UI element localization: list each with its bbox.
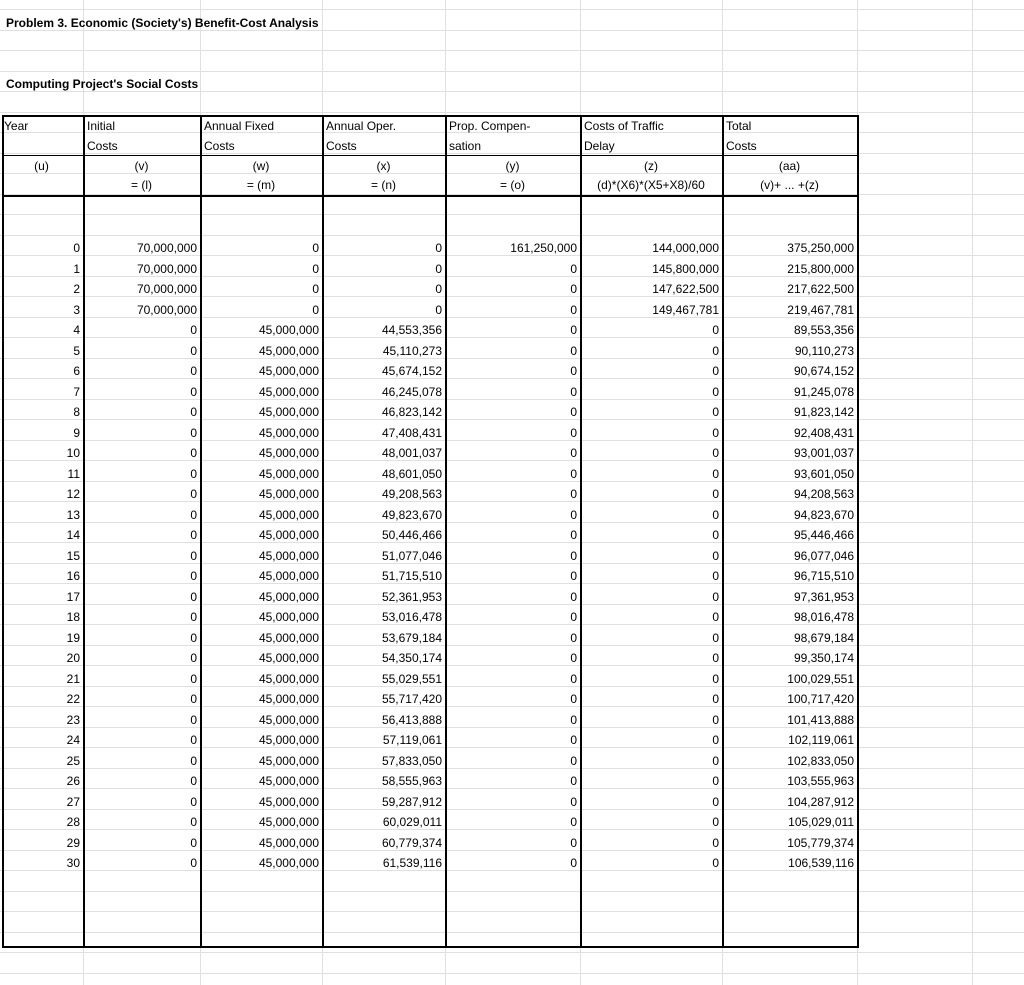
table-cell: 215,800,000: [787, 261, 854, 276]
year-cell: 6: [73, 364, 80, 378]
column-header-label: Delay: [584, 139, 615, 153]
table-cell: 57,119,061: [382, 733, 442, 747]
year-cell: 9: [73, 425, 80, 440]
table-cell: 0: [435, 241, 442, 255]
table-cell: 0: [190, 630, 197, 645]
year-cell: 4: [73, 323, 80, 337]
column-formula: = (l): [131, 178, 152, 192]
table-cell: 103,555,963: [787, 774, 854, 788]
table-cell: 60,779,374: [381, 835, 442, 850]
year-cell: 16: [66, 569, 80, 583]
table-cell: 0: [190, 794, 197, 809]
table-cell: 44,553,356: [381, 323, 442, 337]
table-cell: 0: [712, 753, 719, 768]
table-cell: 0: [712, 733, 719, 747]
table-cell: 0: [712, 466, 719, 481]
table-cell: 0: [570, 302, 577, 317]
table-cell: 0: [712, 651, 719, 665]
table-cell: 45,000,000: [258, 651, 319, 665]
table-cell: 0: [190, 569, 197, 583]
column-code: (x): [376, 159, 391, 173]
column-header-label: Costs: [87, 139, 118, 153]
table-cell: 104,287,912: [787, 794, 854, 809]
table-cell: 100,029,551: [787, 671, 854, 686]
table-cell: 45,674,152: [381, 364, 442, 378]
year-cell: 7: [73, 384, 80, 399]
table-cell: 0: [570, 261, 577, 276]
table-cell: 45,000,000: [258, 384, 319, 399]
table-cell: 0: [570, 712, 577, 727]
table-cell: 55,717,420: [381, 692, 442, 706]
table-cell: 51,077,046: [381, 548, 442, 563]
year-cell: 5: [73, 343, 80, 358]
header-bottom-border: [2, 195, 858, 197]
table-cell: 97,361,953: [793, 589, 854, 604]
table-cell: 0: [570, 384, 577, 399]
table-cell: 96,077,046: [793, 548, 854, 563]
table-cell: 0: [712, 856, 719, 870]
table-cell: 48,001,037: [381, 446, 442, 460]
table-cell: 45,000,000: [258, 446, 319, 460]
table-cell: 45,110,273: [382, 343, 442, 358]
table-cell: 45,000,000: [258, 610, 319, 624]
column-formula: (d)*(X6)*(X5+X8)/60: [597, 178, 705, 192]
table-cell: 51,715,510: [381, 569, 442, 583]
year-cell: 15: [66, 548, 80, 563]
year-cell: 12: [66, 487, 80, 501]
table-cell: 0: [570, 630, 577, 645]
table-cell: 0: [712, 794, 719, 809]
table-cell: 45,000,000: [258, 794, 319, 809]
table-cell: 0: [712, 343, 719, 358]
table-cell: 45,000,000: [258, 569, 319, 583]
table-cell: 0: [570, 323, 577, 337]
table-cell: 45,000,000: [258, 466, 319, 481]
table-cell: 52,361,953: [381, 589, 442, 604]
table-cell: 45,000,000: [258, 405, 319, 419]
table-cell: 0: [190, 671, 197, 686]
table-cell: 98,679,184: [793, 630, 854, 645]
column-formula: (v)+ ... +(z): [760, 178, 819, 192]
column-header-label: Initial: [87, 119, 116, 133]
table-cell: 0: [190, 589, 197, 604]
table-cell: 60,029,011: [382, 815, 442, 829]
table-cell: 45,000,000: [258, 712, 319, 727]
table-cell: 101,413,888: [787, 712, 854, 727]
year-cell: 0: [73, 241, 80, 255]
table-cell: 0: [190, 507, 197, 522]
column-header-label: Year: [4, 119, 29, 133]
year-cell: 28: [66, 815, 80, 829]
table-cell: 45,000,000: [258, 671, 319, 686]
table-cell: 54,350,174: [381, 651, 442, 665]
table-cell: 161,250,000: [510, 241, 577, 255]
year-cell: 22: [66, 692, 80, 706]
table-cell: 0: [712, 630, 719, 645]
table-cell: 94,823,670: [793, 507, 854, 522]
table-cell: 45,000,000: [258, 856, 319, 870]
table-cell: 0: [570, 569, 577, 583]
table-cell: 0: [435, 261, 442, 276]
table-cell: 55,029,551: [381, 671, 442, 686]
table-cell: 46,823,142: [381, 405, 442, 419]
table-cell: 0: [712, 815, 719, 829]
table-cell: 0: [190, 856, 197, 870]
table-cell: 0: [190, 343, 197, 358]
table-cell: 0: [712, 671, 719, 686]
table-cell: 217,622,500: [787, 282, 854, 296]
table-cell: 0: [570, 692, 577, 706]
table-cell: 45,000,000: [258, 343, 319, 358]
table-cell: 45,000,000: [258, 364, 319, 378]
table-cell: 0: [190, 323, 197, 337]
table-cell: 0: [570, 815, 577, 829]
table-cell: 0: [570, 589, 577, 604]
table-cell: 0: [570, 753, 577, 768]
table-cell: 70,000,000: [136, 302, 197, 317]
table-cell: 0: [712, 569, 719, 583]
table-cell: 0: [712, 610, 719, 624]
table-cell: 0: [712, 692, 719, 706]
table-cell: 0: [312, 282, 319, 296]
year-cell: 2: [73, 282, 80, 296]
table-cell: 70,000,000: [136, 241, 197, 255]
table-cell: 70,000,000: [136, 282, 197, 296]
table-cell: 100,717,420: [787, 692, 854, 706]
table-cell: 45,000,000: [258, 487, 319, 501]
year-cell: 17: [66, 589, 80, 604]
table-cell: 106,539,116: [788, 856, 854, 870]
table-cell: 147,622,500: [652, 282, 719, 296]
table-cell: 90,674,152: [793, 364, 854, 378]
table-cell: 0: [190, 425, 197, 440]
table-cell: 0: [712, 323, 719, 337]
table-bottom-border: [2, 946, 858, 948]
table-cell: 0: [190, 835, 197, 850]
table-cell: 0: [190, 712, 197, 727]
column-header-label: Costs: [326, 139, 357, 153]
column-header-label: Annual Oper.: [326, 119, 397, 133]
column-header-label: Costs: [726, 139, 757, 153]
table-cell: 45,000,000: [258, 815, 319, 829]
table-cell: 99,350,174: [793, 651, 854, 665]
table-cell: 0: [570, 528, 577, 542]
table-cell: 0: [190, 528, 197, 542]
year-cell: 13: [66, 507, 80, 522]
table-cell: 93,601,050: [793, 466, 854, 481]
table-cell: 95,446,466: [793, 528, 854, 542]
table-cell: 0: [570, 466, 577, 481]
table-cell: 145,800,000: [652, 261, 719, 276]
table-cell: 89,553,356: [793, 323, 854, 337]
table-cell: 0: [712, 384, 719, 399]
table-cell: 45,000,000: [258, 753, 319, 768]
column-code: (w): [252, 159, 270, 173]
table-cell: 93,001,037: [793, 446, 854, 460]
table-cell: 0: [190, 733, 197, 747]
table-cell: 45,000,000: [258, 425, 319, 440]
table-cell: 48,601,050: [381, 466, 442, 481]
table-cell: 0: [712, 364, 719, 378]
year-cell: 30: [66, 856, 80, 870]
column-formula: = (m): [246, 178, 276, 192]
year-cell: 27: [66, 794, 80, 809]
table-cell: 45,000,000: [258, 630, 319, 645]
section-title: Computing Project's Social Costs: [6, 77, 199, 91]
year-cell: 23: [66, 712, 80, 727]
table-cell: 0: [190, 487, 197, 501]
table-cell: 0: [712, 548, 719, 563]
year-cell: 11: [67, 466, 80, 481]
year-cell: 29: [66, 835, 80, 850]
table-cell: 0: [570, 856, 577, 870]
table-cell: 0: [190, 466, 197, 481]
table-cell: 59,287,912: [381, 794, 442, 809]
table-cell: 45,000,000: [258, 733, 319, 747]
year-cell: 26: [66, 774, 80, 788]
column-border: [857, 115, 859, 948]
table-cell: 61,539,116: [382, 856, 442, 870]
table-cell: 0: [712, 405, 719, 419]
table-cell: 0: [570, 610, 577, 624]
year-cell: 1: [73, 261, 80, 276]
table-cell: 0: [712, 528, 719, 542]
year-cell: 14: [66, 528, 80, 542]
year-cell: 20: [66, 651, 80, 665]
table-cell: 91,823,142: [793, 405, 854, 419]
table-cell: 0: [570, 651, 577, 665]
table-cell: 0: [190, 364, 197, 378]
column-formula: = (o): [499, 178, 525, 192]
table-cell: 0: [570, 405, 577, 419]
table-cell: 0: [712, 712, 719, 727]
table-cell: 0: [312, 261, 319, 276]
table-cell: 47,408,431: [381, 425, 442, 440]
table-cell: 0: [190, 548, 197, 563]
table-cell: 0: [570, 794, 577, 809]
column-header-label: Costs of Traffic: [584, 119, 664, 133]
table-cell: 0: [712, 507, 719, 522]
year-cell: 25: [66, 753, 80, 768]
table-cell: 45,000,000: [258, 835, 319, 850]
table-cell: 56,413,888: [381, 712, 442, 727]
table-cell: 0: [570, 733, 577, 747]
column-code: (v): [134, 159, 149, 173]
table-cell: 0: [190, 815, 197, 829]
table-cell: 0: [190, 446, 197, 460]
table-cell: 102,119,061: [788, 733, 854, 747]
table-cell: 53,679,184: [381, 630, 442, 645]
table-cell: 50,446,466: [381, 528, 442, 542]
column-header-label: sation: [449, 139, 482, 153]
table-cell: 45,000,000: [258, 528, 319, 542]
table-cell: 0: [190, 692, 197, 706]
table-cell: 92,408,431: [793, 425, 854, 440]
table-cell: 0: [570, 507, 577, 522]
table-cell: 98,016,478: [793, 610, 854, 624]
table-cell: 0: [435, 302, 442, 317]
table-cell: 0: [570, 364, 577, 378]
table-cell: 0: [190, 405, 197, 419]
year-cell: 18: [66, 610, 80, 624]
table-cell: 0: [570, 835, 577, 850]
table-cell: 0: [712, 487, 719, 501]
table-cell: 0: [712, 446, 719, 460]
table-cell: 0: [570, 446, 577, 460]
column-code: (aa): [778, 159, 801, 173]
table-cell: 49,823,670: [381, 507, 442, 522]
table-cell: 0: [190, 384, 197, 399]
table-cell: 219,467,781: [787, 302, 854, 317]
table-cell: 45,000,000: [258, 774, 319, 788]
column-code: (u): [34, 159, 49, 173]
table-cell: 45,000,000: [258, 692, 319, 706]
table-cell: 91,245,078: [793, 384, 854, 399]
table-cell: 58,555,963: [381, 774, 442, 788]
table-cell: 46,245,078: [381, 384, 442, 399]
year-cell: 24: [66, 733, 80, 747]
column-header-label: Prop. Compen-: [449, 119, 531, 133]
table-cell: 375,250,000: [787, 241, 854, 255]
year-cell: 8: [73, 405, 80, 419]
table-cell: 0: [570, 425, 577, 440]
table-cell: 105,029,011: [788, 815, 854, 829]
table-cell: 0: [570, 282, 577, 296]
table-cell: 0: [570, 774, 577, 788]
table-cell: 102,833,050: [787, 753, 854, 768]
table-cell: 45,000,000: [258, 548, 319, 563]
table-cell: 57,833,050: [381, 753, 442, 768]
table-cell: 0: [190, 651, 197, 665]
table-cell: 49,208,563: [381, 487, 442, 501]
table-cell: 144,000,000: [652, 241, 719, 255]
year-cell: 21: [66, 671, 80, 686]
table-cell: 0: [712, 425, 719, 440]
column-header-label: Total: [726, 119, 752, 133]
table-cell: 45,000,000: [258, 507, 319, 522]
table-cell: 0: [312, 302, 319, 317]
column-header-label: Annual Fixed: [204, 119, 275, 133]
table-cell: 0: [570, 548, 577, 563]
table-cell: 0: [570, 343, 577, 358]
table-cell: 149,467,781: [652, 302, 719, 317]
table-cell: 96,715,510: [793, 569, 854, 583]
column-header-label: Costs: [204, 139, 235, 153]
table-cell: 90,110,273: [794, 343, 854, 358]
column-code: (z): [644, 159, 658, 173]
table-cell: 53,016,478: [381, 610, 442, 624]
table-cell: 0: [712, 774, 719, 788]
column-code: (y): [505, 159, 520, 173]
table-cell: 0: [712, 835, 719, 850]
table-cell: 105,779,374: [787, 835, 854, 850]
table-cell: 0: [190, 753, 197, 768]
year-cell: 3: [73, 302, 80, 317]
table-cell: 0: [570, 487, 577, 501]
table-cell: 0: [435, 282, 442, 296]
table-cell: 45,000,000: [258, 589, 319, 604]
column-formula: = (n): [370, 178, 396, 192]
table-cell: 70,000,000: [136, 261, 197, 276]
table-cell: 0: [712, 589, 719, 604]
table-cell: 0: [190, 774, 197, 788]
year-cell: 19: [66, 630, 80, 645]
table-cell: 0: [190, 610, 197, 624]
table-cell: 0: [570, 671, 577, 686]
page-title: Problem 3. Economic (Society's) Benefit-Cost Analysis: [6, 16, 319, 30]
year-cell: 10: [66, 446, 80, 460]
table-cell: 45,000,000: [258, 323, 319, 337]
table-cell: 94,208,563: [793, 487, 854, 501]
table-cell: 0: [312, 241, 319, 255]
